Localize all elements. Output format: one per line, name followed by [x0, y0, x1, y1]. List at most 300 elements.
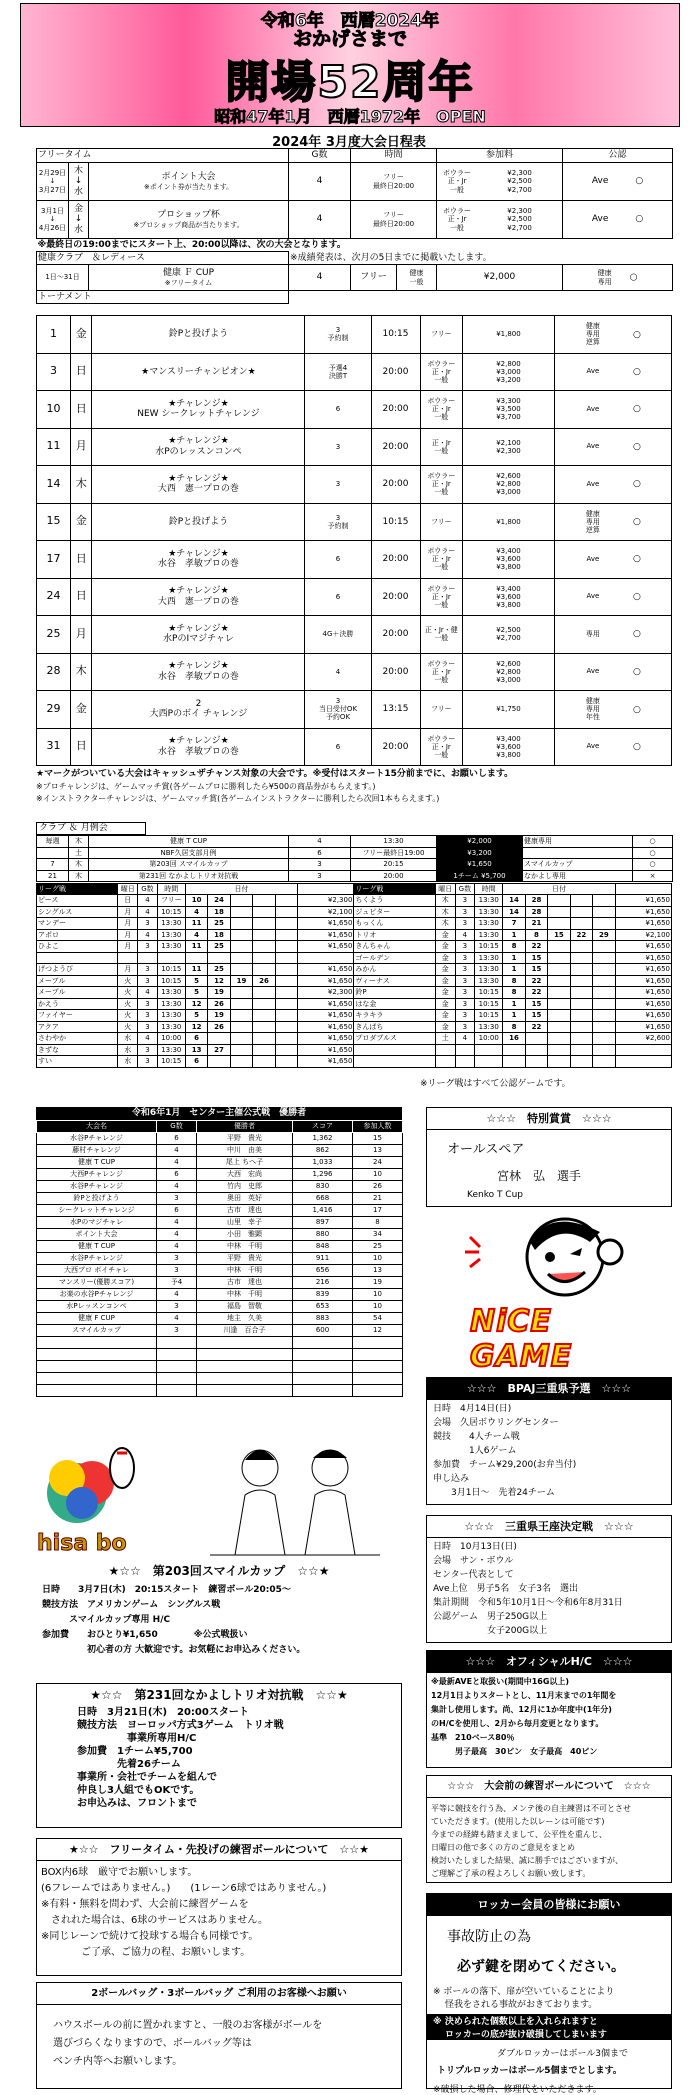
winner-name: 小田 雅顕	[197, 1229, 293, 1241]
winner-count: 10	[353, 1253, 403, 1265]
proshop-tournament-row: 3月1日 ↓ 4月26日 金 ↓ 水 プロショップ杯 ※プロショップ商品が当たります。 4 フリー 最終日20:00 ボウラー ¥2,300 正・Jr ¥2,500 一般 ¥2,700 Ave ○	[37, 201, 673, 239]
official-mark: ○	[629, 273, 638, 283]
fee-class-cell	[420, 316, 463, 354]
eligibility-cell	[554, 391, 671, 429]
league-date	[593, 998, 616, 1010]
league-date: 12	[208, 975, 230, 987]
trio-line: 日時 3月21日(木) 20:00スタート	[77, 1707, 249, 1718]
league-weekday: 金	[435, 964, 455, 976]
winner-name: 竹内 史郎	[197, 1181, 293, 1193]
league-date	[253, 1033, 275, 1045]
start-time: 20:00	[371, 353, 420, 391]
winner-row	[37, 1133, 403, 1145]
winner-score: 880	[293, 1229, 353, 1241]
winner-event: お楽の水谷Pチャレンジ	[37, 1289, 157, 1301]
league-date	[593, 1044, 616, 1056]
winner-score: 1,362	[293, 1133, 353, 1145]
tournament-row	[37, 541, 672, 579]
locker-line-7: ダブルロッカーはボール3個まで	[497, 2049, 629, 2059]
winner-score	[293, 1373, 353, 1385]
league-name: げつようび	[37, 964, 118, 976]
league-name: 鈴P	[354, 987, 435, 999]
league-weekday: 水	[118, 1033, 138, 1045]
league-price	[298, 952, 354, 964]
league-price: ¥1,650	[615, 1010, 671, 1022]
winner-event	[37, 1361, 157, 1373]
end-weekday: 水	[73, 224, 83, 235]
league-price: ¥1,650	[298, 918, 354, 930]
league-row	[37, 987, 672, 999]
fee-class: 健康	[409, 269, 424, 278]
league-time: 13:30	[157, 987, 185, 999]
games-cell	[305, 616, 371, 654]
official-mark: ○	[632, 329, 641, 340]
locker-title: ロッカー会員の皆様にお願い	[427, 1894, 671, 1916]
league-date	[253, 1010, 275, 1022]
winner-games: 4	[157, 1313, 197, 1325]
eligibility-cell	[554, 503, 671, 541]
league-price	[615, 1056, 671, 1068]
league-games: 4	[138, 987, 158, 999]
start-time: 10:15	[371, 503, 420, 541]
fee-price-cell	[463, 578, 555, 616]
winner-row	[37, 1289, 403, 1301]
instructor-challenge-note: ※インストラクターチャレンジは、ゲームマッチ賞(各ゲームインストラクターに勝利したら次回1本もらえます。)	[36, 794, 440, 803]
league-weekday: 火	[118, 975, 138, 987]
league-date	[230, 929, 252, 941]
fee-price-cell	[463, 616, 555, 654]
league-date	[275, 952, 298, 964]
league-time: 13:30	[157, 918, 185, 930]
ball-bag-box	[36, 1982, 402, 2089]
fee-class: 正・Jr	[431, 405, 451, 414]
league-weekday: 金	[435, 1010, 455, 1022]
winner-row	[37, 1241, 403, 1253]
event-name-cell	[92, 691, 305, 729]
kenko-date: 1日～31日	[37, 265, 89, 291]
event-name: ★チャレンジ★	[168, 586, 229, 597]
hc-line: のH/Cを使用し、2月から毎月変更となります。	[431, 1719, 604, 1728]
league-date	[208, 1033, 230, 1045]
league-name: みかん	[354, 964, 435, 976]
winner-count: 12	[353, 1325, 403, 1337]
league-weekday: 金	[435, 952, 455, 964]
games: 3	[335, 480, 341, 489]
event-day: 14	[37, 466, 71, 504]
official-header: 公認	[563, 149, 673, 163]
club-weekday: 木	[69, 836, 89, 848]
league-date: 19	[208, 1010, 230, 1022]
league-games: 3	[138, 975, 158, 987]
league-name: メープル	[37, 987, 118, 999]
fee-class: 正・Jr	[431, 555, 451, 564]
start-weekday: 木	[73, 165, 83, 176]
club-games: 4	[289, 836, 351, 848]
league-weekday: 月	[118, 941, 138, 953]
smile-line: 日時 3月7日(木) 20:15スタート 練習ボール20:05～	[42, 1585, 291, 1595]
winner-count: 10	[353, 1301, 403, 1313]
fee-class: ボウラー	[427, 547, 456, 556]
club-games: 6	[289, 847, 351, 859]
league-date: 15	[525, 1010, 547, 1022]
event-name-cell	[92, 428, 305, 466]
league-price: ¥1,650	[615, 1021, 671, 1033]
league-name: すい	[37, 1056, 118, 1068]
league-games: 3	[138, 1010, 158, 1022]
eligibility: 専用	[585, 629, 600, 638]
winner-name: 平野 貴光	[197, 1253, 293, 1265]
winner-event: 水谷Pチャレンジ	[37, 1253, 157, 1265]
league-games: 3	[455, 975, 475, 987]
fee-price: ¥2,600	[496, 472, 521, 481]
club-eligibility	[523, 847, 633, 859]
winner-score: 1,416	[293, 1205, 353, 1217]
league-name: きんぱち	[354, 1021, 435, 1033]
league-games: 3	[455, 1021, 475, 1033]
league-games: 3	[138, 1021, 158, 1033]
time-deadline: 最終日20:00	[372, 219, 415, 228]
fee-price: ¥3,400	[496, 547, 521, 556]
nice-game-illustration	[440, 1212, 660, 1374]
winner-score	[293, 1349, 353, 1361]
league-date	[525, 1044, 547, 1056]
league-date	[275, 929, 298, 941]
league-date	[570, 1033, 592, 1045]
winner-games: 3	[157, 1265, 197, 1277]
banner-thanks-text: おかげさまで	[292, 28, 407, 50]
winner-games: 4	[157, 1289, 197, 1301]
league-time: 13:30	[475, 975, 503, 987]
league-games: 3	[138, 1044, 158, 1056]
league-row	[37, 952, 672, 964]
event-weekday: 金	[71, 316, 92, 354]
winner-event: 健康 T CUP	[37, 1241, 157, 1253]
league-date: 26	[208, 1021, 230, 1033]
winner-row	[37, 1349, 403, 1361]
league-time: 13:30	[475, 929, 503, 941]
smile-cup-title: ★☆☆ 第203回スマイルカップ ☆☆★	[108, 1564, 330, 1578]
league-weekday: 金	[435, 941, 455, 953]
league-date	[570, 895, 592, 907]
event-weekday: 月	[71, 616, 92, 654]
league-date	[253, 1056, 275, 1068]
locker-line-3: ※ ボールの落下、扉が空いていることにより	[433, 1987, 615, 1997]
league-date	[570, 918, 592, 930]
league-name: トリオ	[354, 929, 435, 941]
eligibility-cell	[554, 578, 671, 616]
anniversary-banner	[20, 3, 680, 127]
league-name: ゴールデン	[354, 952, 435, 964]
eligibility: Ave	[586, 479, 600, 488]
start-time: 20:00	[371, 616, 420, 654]
club-official: ○	[633, 859, 673, 871]
league-weekday: 月	[118, 918, 138, 930]
league-time: 10:15	[475, 941, 503, 953]
banner-era-text: 令和6年 西暦2024年	[260, 11, 440, 31]
mie-title: ☆☆☆ 三重県王座決定戦 ☆☆☆	[427, 1516, 671, 1538]
ave: Ave	[591, 214, 609, 225]
event-subname: 水谷 孝敏プロの巻	[157, 746, 239, 757]
fee-price: ¥3,200	[496, 375, 521, 384]
league-time: 13:30	[157, 929, 185, 941]
club-row	[37, 859, 673, 871]
fee-price: ¥3,000	[496, 675, 521, 684]
league-date: 1	[503, 1010, 525, 1022]
league-date	[230, 1021, 252, 1033]
winner-count	[353, 1337, 403, 1349]
fee-class-cell	[420, 578, 463, 616]
league-date	[548, 918, 570, 930]
fee-class: 正・Jr・健	[424, 626, 458, 635]
bpaj-line: 日時 4月14日(日)	[433, 1404, 512, 1414]
winner-event: 水Pレッスンコンペ	[37, 1301, 157, 1313]
league-price: ¥1,650	[615, 941, 671, 953]
fee-class: 正・Jr	[431, 367, 451, 376]
locker-line-8: トリプルロッカーはボール5個までとします。	[437, 2066, 622, 2076]
winner-row	[37, 1337, 403, 1349]
league-games: 3	[455, 895, 475, 907]
event-day: 24	[37, 578, 71, 616]
club-price: ¥3,200	[437, 847, 523, 859]
league-date	[548, 895, 570, 907]
rules-line: 検討いたしました結果、誠に勝手ではございますが、	[431, 1856, 623, 1865]
winner-row	[37, 1157, 403, 1169]
league-date	[570, 987, 592, 999]
league-price-header	[615, 884, 671, 895]
fee-class: フリー	[430, 330, 452, 339]
league-time: 10:15	[157, 1056, 185, 1068]
winners-header-cell: 参加人数	[353, 1121, 403, 1133]
event-day: 17	[37, 541, 71, 579]
bpaj-title: ☆☆☆ BPAJ三重県予選 ☆☆☆	[427, 1378, 671, 1400]
league-header	[37, 884, 672, 895]
trio-line: 参加費 1チーム¥5,700	[77, 1746, 193, 1757]
fee-price: ¥2,500	[507, 215, 532, 224]
league-price: ¥2,100	[298, 906, 354, 918]
games: 4	[289, 265, 351, 291]
league-date: 21	[525, 918, 547, 930]
event-name-cell	[92, 541, 305, 579]
league-date	[570, 906, 592, 918]
fee-price: ¥2,800	[496, 480, 521, 489]
league-date	[185, 952, 207, 964]
official-mark: ○	[632, 441, 641, 452]
practice-rule-title: ☆☆☆ 大会前の練習ボールについて ☆☆☆	[427, 1776, 671, 1798]
league-date	[230, 906, 252, 918]
winner-row	[37, 1277, 403, 1289]
trio-line: お申込みは、フロントまで	[77, 1798, 197, 1809]
league-date: 5	[185, 975, 207, 987]
winner-event: 鈴Pと投げよう	[37, 1193, 157, 1205]
league-name	[354, 1056, 435, 1068]
kenko-cup-row	[37, 265, 673, 291]
club-eligibility: なかよし専用	[523, 870, 633, 882]
league-date: 8	[503, 941, 525, 953]
league-date: 8	[503, 987, 525, 999]
winner-games	[157, 1349, 197, 1361]
winner-row	[37, 1253, 403, 1265]
league-games: 4	[455, 929, 475, 941]
league-date	[253, 929, 275, 941]
event-name-cell	[92, 316, 305, 354]
winner-games: 3	[157, 1301, 197, 1313]
league-table	[36, 883, 672, 1068]
fee-class: 正・Jr	[431, 592, 451, 601]
league-name: ファイヤー	[37, 1010, 118, 1022]
league-time: 10:00	[475, 1033, 503, 1045]
eligibility: Ave	[586, 442, 600, 451]
event-weekday: 日	[71, 578, 92, 616]
league-date	[570, 975, 592, 987]
start-time: 20:00	[371, 391, 420, 429]
league-price: ¥1,650	[615, 952, 671, 964]
fee-price-cell	[463, 353, 555, 391]
fee-price: ¥2,700	[507, 223, 532, 232]
league-name: アポロ	[37, 929, 118, 941]
league-date	[593, 1021, 616, 1033]
fee-class: 正・Jr	[431, 438, 451, 447]
start-time: 20:00	[371, 466, 420, 504]
tournament-row	[37, 728, 672, 766]
league-date	[548, 998, 570, 1010]
event-day: 28	[37, 653, 71, 691]
bag-line: 選びづらくなりますので、ボールバッグ等は	[53, 2038, 252, 2049]
hina-doll-icon	[205, 1440, 385, 1560]
fee-price: ¥2,700	[496, 634, 521, 643]
winner-row	[37, 1373, 403, 1385]
games: 4	[335, 667, 341, 676]
winner-score: 1,296	[293, 1169, 353, 1181]
fee-price: ¥3,400	[496, 584, 521, 593]
league-date	[275, 964, 298, 976]
event-name: ★チャレンジ★	[168, 548, 229, 559]
event-name: ★チャレンジ★	[168, 661, 229, 672]
games-cell	[305, 466, 371, 504]
banner-open-text: 昭和47年1月 西暦1972年 OPEN	[214, 107, 486, 126]
league-date	[570, 941, 592, 953]
hc-line: 12月1日よりスタートとし、11月末までの1年間を	[431, 1691, 617, 1700]
league-date: 11	[185, 941, 207, 953]
club-name: 第203回 スマイルカップ	[89, 859, 289, 871]
winner-score: 911	[293, 1253, 353, 1265]
fee-price: ¥2,000	[437, 265, 563, 291]
eligibility: 健康	[597, 269, 612, 278]
league-name: キラキラ	[354, 1010, 435, 1022]
league-date: 11	[185, 964, 207, 976]
point-tournament-row: 2月29日 ↓ 3月27日 木 ↓ 水 ポイント大会 ※ポイント券が当たります。 4 フリー 最終日20:00 ボウラー ¥2,300 正・Jr ¥2,500 一般 ¥2,700 Ave ○	[37, 163, 673, 201]
rules-line: ご理解ご了承の程よろしくお願い致します。	[431, 1869, 591, 1878]
league-date: 1	[503, 964, 525, 976]
league-date: 5	[185, 1010, 207, 1022]
league-date	[548, 975, 570, 987]
club-price: 1チーム ¥5,700	[437, 870, 523, 882]
fee-price: ¥1,800	[496, 517, 521, 526]
fee-header: 参加料	[437, 149, 563, 163]
league-price: ¥1,650	[298, 998, 354, 1010]
league-weekday: 水	[118, 1044, 138, 1056]
league-date: 19	[208, 987, 230, 999]
league-note: ※リーグ戦はすべて公認ゲームです。	[420, 1079, 571, 1089]
fee-class: 一般	[434, 600, 449, 609]
club-day: 21	[37, 870, 69, 882]
league-date	[275, 975, 298, 987]
event-name: ★チャレンジ★	[168, 736, 229, 747]
fee-price-cell	[463, 691, 555, 729]
league-weekday: 金	[435, 998, 455, 1010]
league-row	[37, 1044, 672, 1056]
rules-line: 今までの経緯も踏まえまして、公平性を重んじ、	[431, 1830, 607, 1839]
winner-games: 3	[157, 1325, 197, 1337]
games-cell	[305, 728, 371, 766]
official-mark: ○	[632, 517, 641, 528]
league-row	[37, 1010, 672, 1022]
league-date: 18	[208, 929, 230, 941]
fee-class: ボウラー	[427, 734, 456, 743]
winner-score: 653	[293, 1301, 353, 1313]
club-official: ×	[633, 870, 673, 882]
league-date: 25	[208, 964, 230, 976]
fee-class-cell	[420, 503, 463, 541]
time-deadline: 最終日20:00	[372, 181, 415, 190]
event-note: ※プロショップ商品が当たります。	[133, 220, 244, 229]
start-time: 20:00	[371, 653, 420, 691]
league-g-header: G数	[138, 884, 158, 895]
league-time: 10:15	[475, 987, 503, 999]
league-date	[253, 941, 275, 953]
club-row	[37, 836, 673, 848]
start-time: 20:00	[371, 541, 420, 579]
league-date: 1	[503, 929, 525, 941]
club-eligibility: 健康専用	[523, 836, 633, 848]
event-name: ★チャレンジ★	[168, 473, 229, 484]
games-cell	[305, 391, 371, 429]
league-date: 12	[185, 998, 207, 1010]
winner-games	[157, 1337, 197, 1349]
end-date: 3月27日	[38, 185, 67, 194]
event-note: ※フリータイム	[164, 278, 213, 287]
smile-line: 初心者の方 大歓迎です。お気軽にお申込みください。	[42, 1645, 306, 1655]
league-date: 18	[208, 906, 230, 918]
league-weekday: 金	[435, 987, 455, 999]
league-games: 4	[138, 895, 158, 907]
winner-row	[37, 1229, 403, 1241]
pro-challenge-note: ※プロチャレンジは、ゲームマッチ賞(各ゲームプロに勝利したら¥500の商品券がもらえます。)	[36, 782, 376, 791]
games-cell	[305, 316, 371, 354]
club-games: 3	[289, 859, 351, 871]
winner-games: 4	[157, 1241, 197, 1253]
games-cell	[305, 428, 371, 466]
trio-title: ★☆☆ 第231回なかよしトリオ対抗戦 ☆☆★	[37, 1684, 401, 1706]
winner-count	[353, 1385, 403, 1397]
league-date	[503, 1044, 525, 1056]
winner-name: 地主 久美	[197, 1313, 293, 1325]
event-weekday: 木	[71, 466, 92, 504]
league-date	[275, 1056, 298, 1068]
bpaj-line: 申し込み	[433, 1474, 470, 1484]
league-date: 29	[593, 929, 616, 941]
hina-dolls-illustration	[205, 1440, 385, 1560]
winner-count	[353, 1373, 403, 1385]
event-day: 25	[37, 616, 71, 654]
winner-games: 4	[157, 1145, 197, 1157]
fee-price: ¥2,300	[507, 169, 532, 178]
fee-class: フリー	[430, 517, 452, 526]
league-label: リーグ戦	[37, 884, 118, 895]
winner-count: 34	[353, 1229, 403, 1241]
event-name-cell	[92, 391, 305, 429]
games-cell	[305, 691, 371, 729]
winners-rows	[36, 1120, 403, 1397]
